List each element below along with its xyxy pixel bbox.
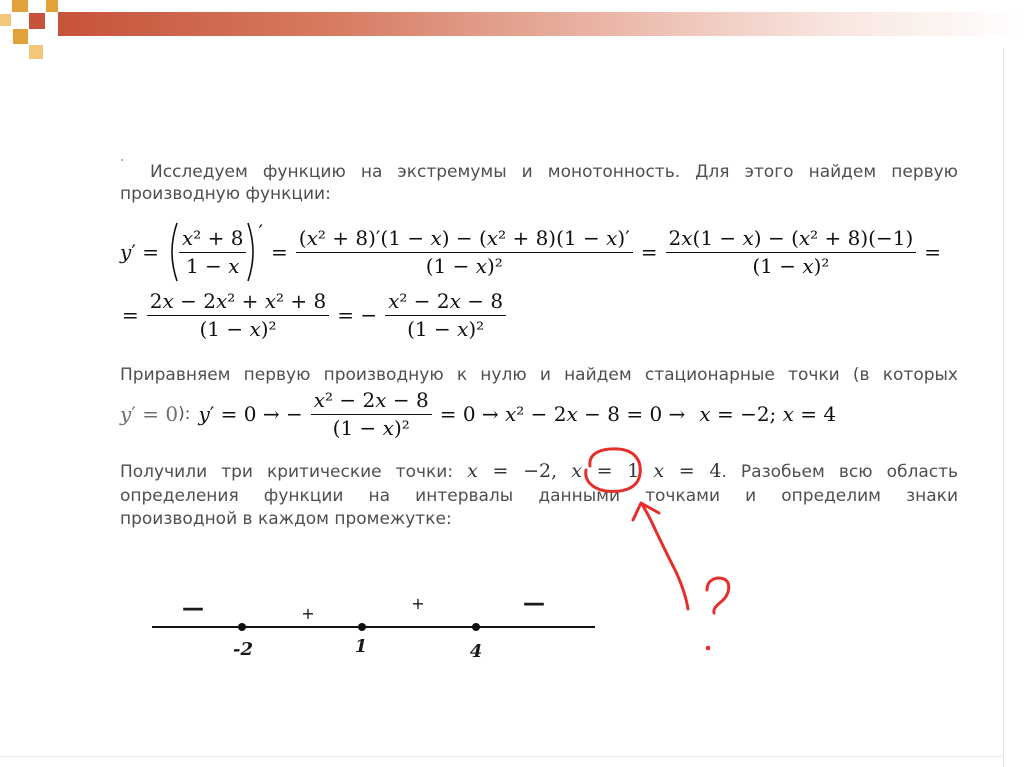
math-variable: x [782, 402, 794, 426]
simplified-fraction [147, 289, 330, 342]
critical-point-label: -2 [233, 639, 253, 660]
math-variable: x [798, 225, 811, 250]
interval-sign: + [301, 604, 315, 623]
fraction-bar [311, 414, 432, 415]
fraction-numerator: 2x(1 − x) − (x² + 8)(−1) [668, 225, 914, 250]
fraction-denominator: (1 − x)² [425, 253, 503, 278]
math-variable: x [571, 460, 582, 482]
decor-square [13, 29, 28, 44]
math-variable: x [699, 402, 711, 426]
math-variable: x [467, 460, 478, 482]
math-variable: x [306, 225, 318, 250]
critical-point-label: 4 [469, 641, 483, 662]
paragraph3-text-end: . Разобьем всю область [721, 462, 958, 482]
slide-frame-bottom [0, 756, 1003, 757]
fraction-bar [385, 315, 506, 316]
math-variable: x [375, 387, 387, 412]
critical-point-dot [358, 623, 366, 631]
equation-fraction [311, 388, 432, 441]
expanded-fraction [666, 226, 917, 279]
math-variable: x [388, 288, 400, 313]
decor-square [29, 13, 45, 29]
paragraph3-text-start: Получили три критические точки: [120, 462, 454, 482]
stationary-condition: y′ = 0 [120, 402, 179, 426]
math-variable: x [264, 288, 277, 313]
critical-point-dot [472, 623, 480, 631]
math-variable: x [449, 288, 461, 313]
number-line-axis [152, 626, 595, 628]
paragraph3-line1 [120, 461, 958, 482]
interval-sign: + [411, 594, 425, 613]
fraction-numerator: 2x − 2x² + x² + 8 [149, 288, 327, 313]
question-mark-curve [707, 578, 729, 613]
interval-sign: — [182, 596, 204, 621]
equation-end: = 0 → x² − 2x − 8 = 0 → [439, 402, 686, 426]
fraction-numerator: x² − 2x − 8 [313, 387, 429, 412]
fraction-denominator: (1 − x)² [752, 253, 830, 278]
math-variable: x [802, 253, 814, 278]
arrow-shaft [642, 504, 688, 609]
math-variable: x [457, 316, 469, 341]
equation-start: y′ = 0 → − [198, 402, 303, 426]
question-mark [706, 578, 729, 650]
decor-square [29, 45, 43, 59]
critical-point-3: x = 4 [653, 460, 722, 482]
fraction-denominator: (1 − x)² [332, 415, 410, 440]
right-paren [246, 221, 258, 283]
left-paren-stroke [172, 223, 177, 281]
critical-point-1: x = −2, [467, 460, 558, 482]
math-variable: y [198, 402, 210, 426]
slide-frame-right [1003, 48, 1004, 767]
fraction-denominator: 1 − x [185, 253, 240, 278]
fraction-denominator: (1 − x)² [407, 316, 485, 341]
equals-sign: = [640, 240, 658, 264]
inner-fraction [179, 226, 247, 279]
math-variable: x [486, 225, 499, 250]
math-variable: x [181, 225, 194, 250]
math-variable: y [120, 402, 132, 426]
fraction-numerator: (x² + 8)′(1 − x) − (x² + 8)(1 − x)′ [298, 225, 630, 250]
fraction-numerator: x² + 8 [181, 225, 244, 250]
equals-sign: = [924, 240, 942, 264]
fraction-bar [296, 252, 633, 253]
paragraph1-line2: производную функции: [120, 184, 331, 204]
derivative-prime: ′ [258, 220, 264, 244]
derivative-formula-line2 [122, 281, 506, 349]
decor-square [12, 0, 28, 12]
math-variable: y [120, 240, 132, 264]
critical-point-dot [238, 623, 246, 631]
paragraph2-line1: Приравняем первую производную к нулю и найдем стационарные точки (в которых [120, 365, 958, 385]
formula-lhs: y′ = [120, 240, 159, 264]
math-variable: x [313, 387, 325, 412]
bullet-dot [121, 159, 123, 161]
equals-sign: = [122, 303, 139, 327]
derivative-formula-line1 [120, 218, 941, 286]
fraction-numerator: x² − 2x − 8 [388, 288, 504, 313]
final-derivative-fraction [385, 289, 506, 342]
decor-square [46, 0, 58, 12]
fraction-bar [147, 315, 330, 316]
math-variable: x [162, 288, 174, 313]
math-variable: x [606, 225, 618, 250]
left-paren [167, 221, 179, 283]
stationary-points-equation [120, 380, 836, 448]
fraction-bar [666, 252, 917, 253]
math-variable: x [249, 316, 261, 341]
question-mark-dot [706, 646, 711, 651]
condition-close: ): [178, 404, 191, 424]
math-variable: x [430, 225, 442, 250]
math-variable: x [382, 415, 394, 440]
math-variable: x [505, 402, 517, 426]
math-variable: x [653, 460, 665, 482]
math-variable: x [566, 402, 578, 426]
paragraph3-line2: определения функции на интервалы данными точками и определим знаки [120, 486, 958, 506]
header-gradient-bar [58, 12, 1024, 36]
critical-point-label: 1 [354, 636, 368, 657]
quotient-rule-fraction [296, 226, 633, 279]
decor-square [0, 14, 11, 26]
interval-sign: — [523, 591, 545, 616]
paragraph1-line1: Исследуем функцию на экстремумы и монотонность. Для этого найдем первую [150, 162, 958, 182]
equals-sign: = [271, 240, 288, 264]
math-variable: x [742, 225, 754, 250]
equals-minus-sign: = − [337, 303, 378, 327]
math-variable: x [228, 253, 240, 278]
fraction-bar [179, 252, 247, 253]
math-variable: x [681, 225, 693, 250]
equation-roots: x = −2; x = 4 [699, 402, 837, 426]
fraction-denominator: (1 − x)² [199, 316, 277, 341]
math-variable: x [215, 288, 228, 313]
critical-point-2: x = 1 [571, 460, 640, 482]
math-variable: x [475, 253, 487, 278]
right-paren-stroke [248, 223, 253, 281]
paragraph3-line3: производной в каждом промежутке: [120, 509, 452, 529]
